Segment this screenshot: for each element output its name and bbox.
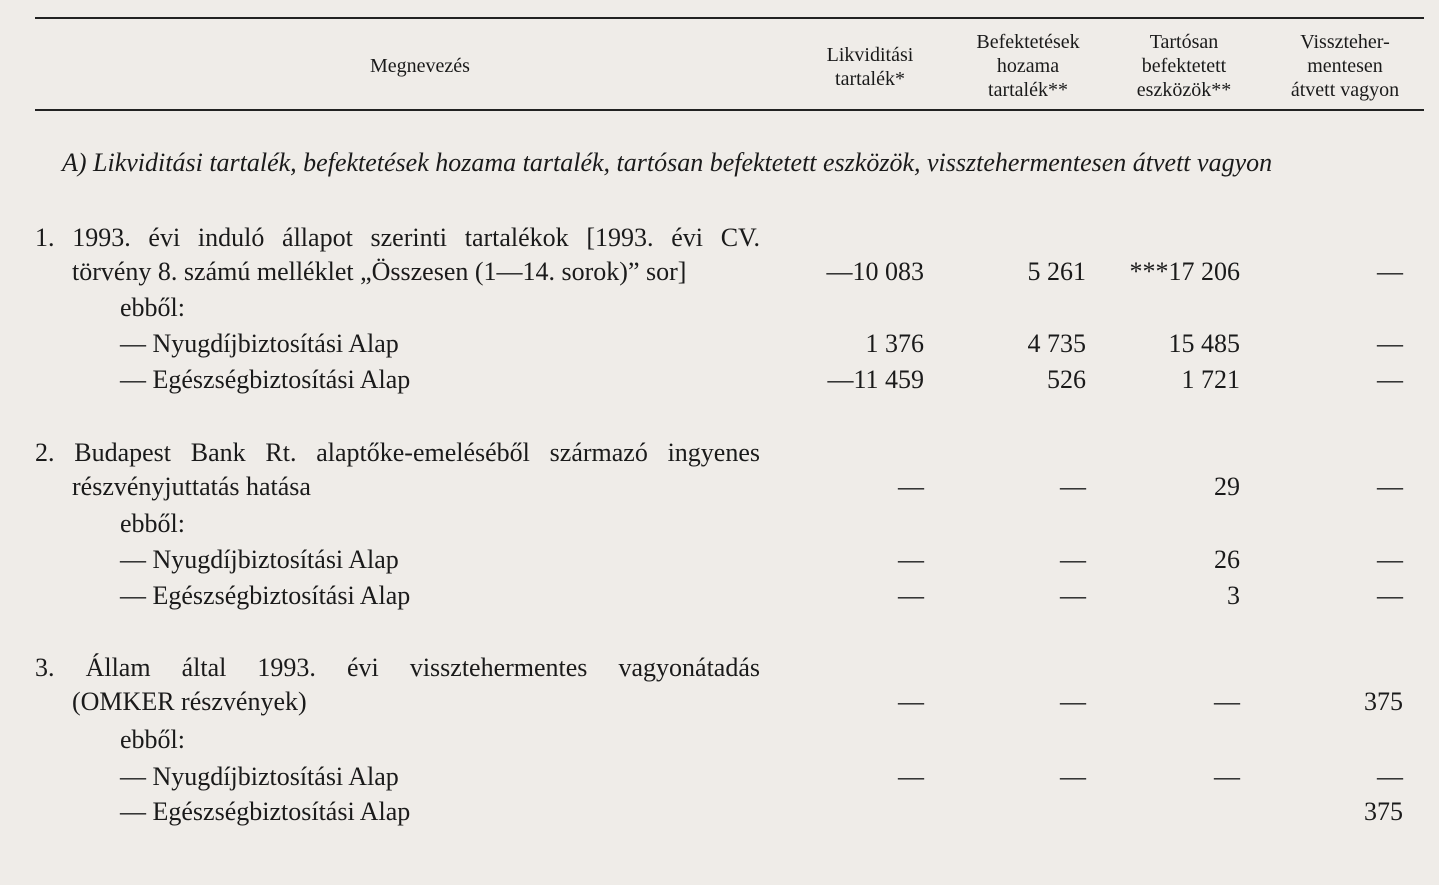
row1-ebbol: ebből:: [120, 293, 185, 322]
row2-value-col1: —: [898, 472, 924, 501]
row3a-value-col1: —: [898, 762, 924, 791]
row3-value-col3: —: [1214, 687, 1240, 716]
row2a-value-col4: —: [1377, 545, 1403, 574]
row2b-value-col2: —: [1060, 581, 1086, 610]
row1a-value-col1: 1 376: [865, 329, 924, 358]
row1-value-col1: —10 083: [826, 257, 924, 286]
row1b-label: — Egészségbiztosítási Alap: [120, 365, 411, 394]
row2a-label: — Nyugdíjbiztosítási Alap: [120, 545, 399, 574]
row1-value-col2: 5 261: [1027, 257, 1086, 286]
row1a-value-col3: 15 485: [1168, 329, 1240, 358]
header-visszteher: Visszteher- mentesen átvett vagyon: [1290, 31, 1400, 101]
row1b-value-col4: —: [1377, 365, 1403, 394]
row2-value-col3: 29: [1214, 472, 1240, 501]
header-megnevezes: Megnevezés: [370, 55, 470, 77]
row1-value-col4: —: [1377, 257, 1403, 286]
row3a-label: — Nyugdíjbiztosítási Alap: [120, 762, 399, 791]
row3-value-col1: —: [898, 687, 924, 716]
row1-value-col3: ***17 206: [1129, 257, 1240, 286]
section-title: A) Likviditási tartalék, befektetések hozama tartalék, tartósan befektetett eszközök, vissztehermentesen átvett vagyon: [62, 148, 1273, 177]
row2a-value-col1: —: [898, 545, 924, 574]
row2b-value-col4: —: [1377, 581, 1403, 610]
row3b-value-col4: 375: [1364, 797, 1403, 826]
row2-value-col2: —: [1060, 472, 1086, 501]
row2-label-line2: részvényjuttatás hatása: [72, 472, 311, 501]
row2a-value-col2: —: [1060, 545, 1086, 574]
row2b-value-col3: 3: [1227, 581, 1240, 610]
row2-ebbol: ebből:: [120, 509, 185, 538]
header-likviditasi: Likviditási tartalék*: [826, 44, 914, 90]
row3b-label: — Egészségbiztosítási Alap: [120, 797, 411, 826]
row3-label-line2: (OMKER részvények): [72, 687, 307, 716]
row1a-value-col4: —: [1377, 329, 1403, 358]
row3-value-col2: —: [1060, 687, 1086, 716]
header-tartosan: Tartósan befektetett eszközök**: [1136, 31, 1232, 101]
header-befektetesek: Befektetések hozama tartalék**: [976, 31, 1080, 101]
row3a-value-col3: —: [1214, 762, 1240, 791]
row2b-label: — Egészségbiztosítási Alap: [120, 581, 411, 610]
row2-label-line1: 2. Budapest Bank Rt. alaptőke-emeléséből származó ingyenes: [35, 438, 760, 467]
row1a-value-col2: 4 735: [1027, 329, 1086, 358]
row1b-value-col3: 1 721: [1181, 365, 1240, 394]
row2-value-col4: —: [1377, 472, 1403, 501]
row1b-value-col2: 526: [1047, 365, 1086, 394]
row1-label-line2: törvény 8. számú melléklet „Összesen (1—14. sorok)” sor]: [72, 257, 687, 286]
row1b-value-col1: —11 459: [827, 365, 924, 394]
row2b-value-col1: —: [898, 581, 924, 610]
row3a-value-col4: —: [1377, 762, 1403, 791]
row1a-label: — Nyugdíjbiztosítási Alap: [120, 329, 399, 358]
row3-ebbol: ebből:: [120, 725, 185, 754]
top-rule: [35, 17, 1424, 19]
row1-label-line1: 1. 1993. évi induló állapot szerinti tartalékok [1993. évi CV.: [35, 223, 760, 252]
row3a-value-col2: —: [1060, 762, 1086, 791]
row2a-value-col3: 26: [1214, 545, 1240, 574]
row3-value-col4: 375: [1364, 687, 1403, 716]
row3-label-line1: 3. Állam által 1993. évi vissztehermentes vagyonátadás: [35, 653, 760, 682]
header-bottom-rule: [35, 109, 1424, 111]
